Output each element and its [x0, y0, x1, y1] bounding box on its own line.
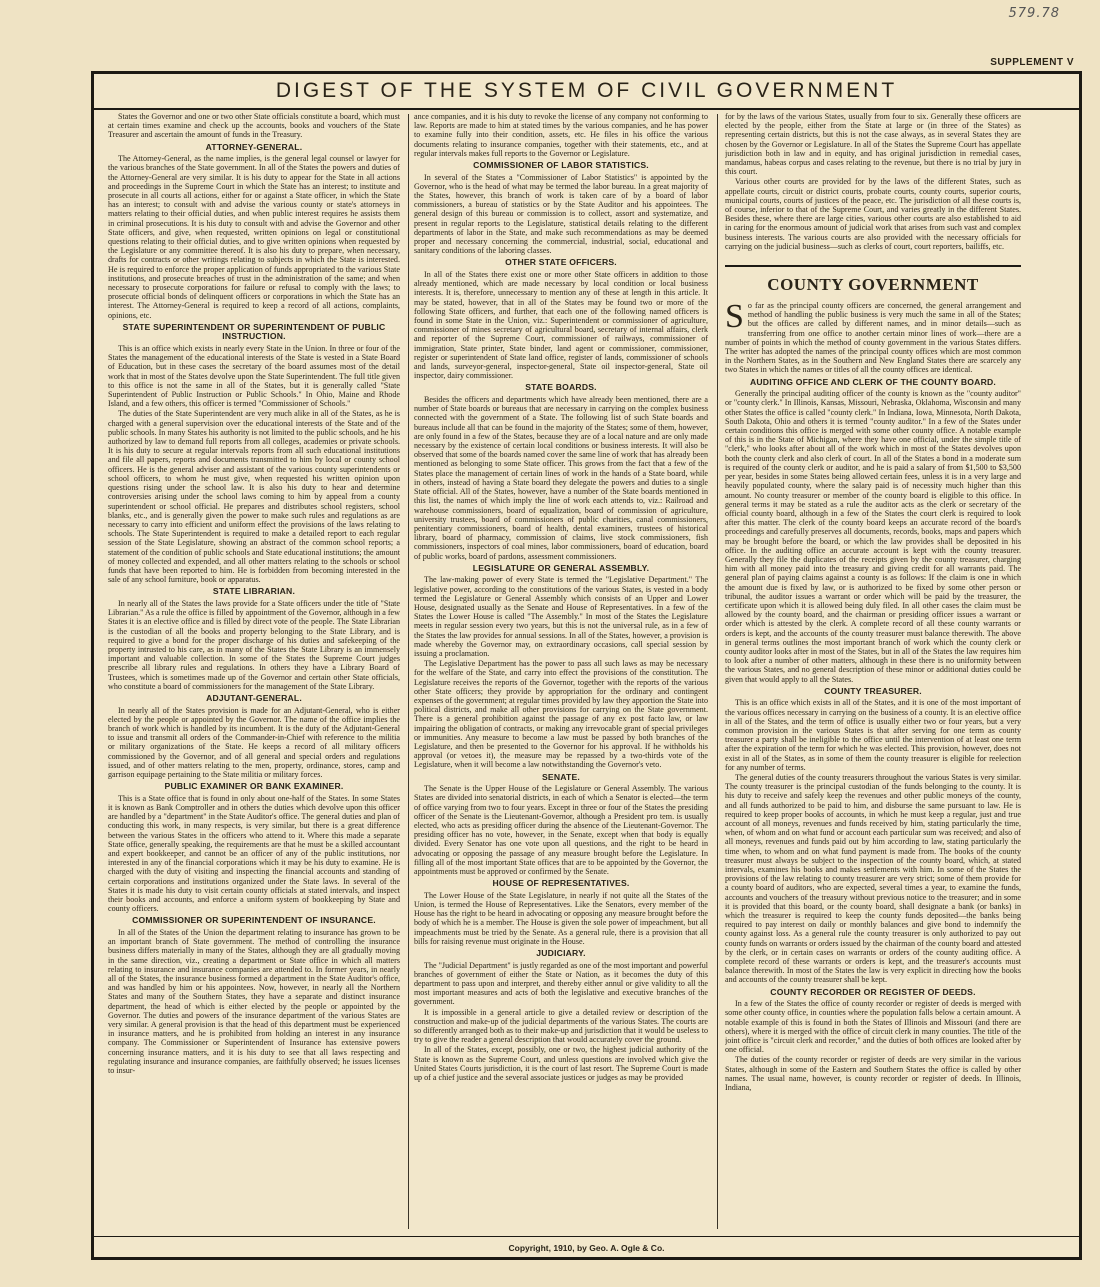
- column-rule: [408, 114, 409, 1229]
- body-paragraph: Besides the officers and departments which have already been mentioned, there are a number of State boards or bureaus that are necessary in carrying on the complex business connected with the government of a State. The following list of such State boards and bureaus include all that can be found in the majority of the States; some of them, however, are only found in a few of the States, because they are of a local nature and are only made necessary by the existence of certain local conditions or business interests. It will also be observed that some of the boards named cover the same line of work that has already been mentioned as belonging to some State officer. This grows from the fact that a few of the States place the management of certain lines of work in the hands of a State board, while in others, instead of having a State board they delegate the powers and duties to a single State official. All of the States, however, have a number of the State boards mentioned in this list, the names of which imply the line of work each attends to, viz.: Railroad and warehouse commissioners, board of equalization, board of commission of agriculture, university trustees, board of commissioners of public charities, canal commissioners, penitentiary commissioners, board of health, dental examiners, trustees of historical library, board of pharmacy, commission of claims, live stock commissioners, fish commissioners, inspectors of coal mines, labor commissioners, board of education, board of public works, board of pardons, assessment commissioners.: [414, 395, 708, 561]
- intro-text: o far as the principal county officers are concerned, the general arrangement and method of handling the public business is very much the same in all of the States; but the offices are called by different names, and in minor details—such as transferring from one office to another certain minor lines of work—there are a number of points in which the method of county government in the various States differs. The writer has adopted the names of the principal county offices which are most common in the Northern States, as in the Southern and New England States there are scarcely any two States in which the names or titles of all the county offices are identical.: [725, 301, 1021, 375]
- body-paragraph: In all of the States, except, possibly, one or two, the highest judicial authority of the State is known as the Supreme Court, and unless questions are involved which give the United States Courts jurisdiction, it is the court of last resort. The Supreme Court is made up of a chief justice and the several associate justices or judges as may be provided: [414, 1045, 708, 1083]
- body-paragraph: The duties of the State Superintendent are very much alike in all of the States, as he is charged with a general supervision over the educational interests of the State and of the public schools. In many States his authority is not limited to the public schools, and he his authorized by law to demand full reports from all colleges, academies or private schools. It is his duty to secure at regular intervals reports from all such educational institutions and file all papers, reports and documents transmitted to him by local or county school officers. He is the general adviser and assistant of the various county superintendents or school officers, to whom he must give, when requested his written opinion upon questions rising under the school law. It is also his duty to hear and determine controversies arising under the school laws coming to him by appeal from a county superintendent or school official. He prepares and distributes school registers, school blanks, etc., and is generally given the power to make such rules and regulations as are necessary to carry into efficient and uniform effect the provisions of the laws relating to schools. The State Superintendent is required to make a detailed report to each regular session of the State Legislature, showing an abstract of the common school reports; a statement of the condition of public schools and State educational institutions; the amount of money collected and expended, and all other matters relating to the schools or school funds that have been reported to him. He is forbidden from becoming interested in the sale of any school furniture, book or apparatus.: [108, 409, 400, 585]
- body-paragraph: This is an office which exists in all of the States, and it is one of the most important of the various offices necessary in carrying on the business of a county. It is an elective office in all of the States, and the term of office is usually either two or four years, but a very common provision in the various States is that after serving for one term as county treasurer a party shall be ineligible to the office until the intervention of at least one term after the expiration of the term for which he was elected. This provision, however, does not exist in all of the States, as in some of them the county treasurer is eligible for reelection for any number of terms.: [725, 698, 1021, 772]
- page-title: DIGEST OF THE SYSTEM OF CIVIL GOVERNMENT: [275, 79, 898, 102]
- document-frame: [91, 71, 1082, 1260]
- column-rule: [717, 114, 718, 1229]
- body-paragraph: Generally the principal auditing officer of the county is known as the "county auditor" or "county clerk." In Illinois, Kansas, Missouri, Nebraska, Oklahoma, Wisconsin and many other States the office is called "county clerk." In Indiana, Iowa, Minnesota, North Dakota, South Dakota, Ohio and others it is termed "county auditor." In a few of the States under certain conditions this office is merged with some other county office. A notable example of this is in the State of Michigan, where they have one official, under the simple title of "clerk," who looks after about all of the work which in most of the States devolves upon both the county clerk and also clerk of court. In all of the States a bond in a moderate sum is required of the county clerk or auditor, and he is paid a salary of from $1,500 to $3,500 per year, besides in some States being allowed certain fees, unless it is in a very large and heavily populated county, where the salary paid is of necessity much higher than this amount. No county treasurer or member of the county board is eligible to this office. In general terms it may be stated as a rule the auditor acts as the clerk or secretary of the official county board, although in a few of the States the court clerk is required to look after this matter. The clerk of the county board keeps an accurate record of the board's proceedings and carefully preserves all documents, records, books, maps and papers which may be brought before the board, or which the law provides shall be deposited in his office. In the auditing office an accurate account is kept with the county treasurer. Generally they file the duplicates of the receipts given by the county treasurer, charging him with all money paid into the treasury and giving credit for all warrants paid. The general plan of paying claims against a county is as follows: If the claim is one in which the amount due is fixed by law, or is authorized to be fixed by some other person or tribunal, the auditor issues a warrant or order which will be paid by the treasurer, the certificate upon which it is allowed being duly filed. In all other cases the claim must be allowed by the county board, and the chairman or presiding officer issues a warrant or order which is attested by the clerk. A complete record of all these county warrants or orders is kept, and the accounts of the county treasurer must balance therewith. The above in general terms outlines the most important branch of work which the county clerk or county auditor looks after in most of the States, but in all of the States the law requires him to look after a number of other matters, although in these there is no uniformity between the various States, and no general description of these minor or additional duties could be given that would apply to all the States.: [725, 389, 1021, 684]
- catalog-number-note: 579.78: [1008, 6, 1060, 21]
- body-paragraph: Various other courts are provided for by the laws of the different States, such as appellate courts, circuit or district courts, probate courts, county courts, superior courts, municipal courts, courts of justices of the peace, etc. The jurisdiction of all these courts is, of course, inferior to that of the Supreme Court, and varies greatly in the different States. Besides these, where there are large cities, various other courts are also established to aid in caring for the enormous amount of judicial work that arises from such vast and complex business interests. The various courts are also provided with the necessary officials for carrying on the judicial business—such as clerks of court, court reporters, bailiffs, etc.: [725, 177, 1021, 251]
- section-heading: JUDICIARY.: [536, 948, 586, 959]
- county-government-section: [725, 265, 1021, 1092]
- body-paragraph: The Lower House of the State Legislature, in nearly if not quite all the States of the Union, is termed the House of Representatives. Like the Senators, every member of the House has the right to be heard in advocating or opposing any measure brought before the body of which he is a member. The House is given the sole power of impeachment, but all impeachments must be tried by the Senate. As a general rule, there is a provision that all bills for raising revenue must originate in the House.: [414, 890, 708, 946]
- section-heading: COUNTY RECORDER OR REGISTER OF DEEDS.: [770, 986, 976, 997]
- section-heading: ATTORNEY-GENERAL.: [205, 141, 303, 152]
- body-paragraph: This is a State office that is found in only about one-half of the States. In some States it is known as Bank Comptroller and in others the duties which devolve upon this officer are handled by a "department" in the State Auditor's office. The general duties and plan of conducting this work, in many respects, is very similar, but there is a great difference between the various States in the officers who attend to it. Where this made a separate State office, generally speaking, the requirements are that he must be a skilled accountant and expert bookkeeper, and cannot be an officer of any of the public institutions, nor interested in any of the financial corporations which it may be his duty to examine. He is charged with the duty of visiting and inspecting the financial accounts and standing of certain corporations and institutions organized under the State laws. In several of the States it is made his duty to visit certain county officials at stated intervals, and inspect their books and accounts, and enforce a uniform system of bookkeeping by State and county officers.: [108, 793, 400, 914]
- section-heading: COMMISSIONER OF LABOR STATISTICS.: [473, 160, 649, 171]
- drop-cap: S: [725, 298, 744, 336]
- body-paragraph: In all of the States there exist one or more other State officers in addition to those already mentioned, which are made necessary by local condition or local business interests. It is, therefore, unnecessary to mention any of these at length in this article. It may be stated, however, that in all of the States may be found two or more of the following State officers, and further, that each one of the following named officers is found in some State in the Union, viz.: Superintendent or commissioner of agriculture, commissioner of mines secretary of agricultural board, secretary of internal affairs, clerk and reporter of the Supreme Court, commissioner of railways, commissioner of immigration, State printer, State binder, land agent or commissioner, commissioner, register or superintendent of State land office, register of lands, commissioner of schools and lands, surveyor-general, inspector-general, State oil inspector-general, State oil inspector, dairy commissioner.: [414, 270, 708, 381]
- section-heading: STATE BOARDS.: [525, 382, 597, 393]
- intro-paragraph: [725, 298, 1021, 375]
- section-heading: SENATE.: [541, 771, 580, 782]
- body-paragraph: In several of the States a "Commissioner of Labor Statistics" is appointed by the Governor, who is the head of what may be termed the labor bureau. In a great majority of the States, however, this branch of work is taken care of by a board of labor commissioners, a bureau of statistics or by the State Auditor and his appointees. The general design of this bureau or commission is to collect, assort and systematize, and present in regular reports to the Legislature, statistical details relating to the different departments of labor in the State, and make such recommendations as may be deemed proper and necessary concerning the commercial, industrial, social, educational and sanitary conditions of the laboring classes.: [414, 172, 708, 256]
- footer-rule: [94, 1236, 1079, 1237]
- section-heading: STATE SUPERINTENDENT OR SUPERINTENDENT OF PUBLIC INSTRUCTION.: [122, 321, 386, 342]
- column-2: [414, 112, 708, 1233]
- column-1: [108, 112, 400, 1233]
- body-paragraph: The law-making power of every State is termed the "Legislative Department." The legislative power, according to the constitutions of the various States, is vested in a body termed the Legislature or General Assembly which consists of an Upper and Lower House, designated usually as the Senate and House of Representatives. In a few of the States the Lower House is called "The Assembly." In most of the States the Legislature meets in regular session every two years, but this is not the universal rule, as in a few of the States the law provides for annual sessions. In all of the States, however, a provision is made whereby the Governor may, on extraordinary occasions, call special session by issuing a proclamation.: [414, 575, 708, 658]
- section-heading: ADJUTANT-GENERAL.: [206, 692, 302, 703]
- body-paragraph: In nearly all of the States provision is made for an Adjutant-General, who is either elected by the people or appointed by the Governor. The name of the office implies the branch of work which is handled by its incumbent. It is the duty of the Adjutant-General to issue and transmit all orders of the Commander-in-Chief with reference to the militia or military organizations of the State. He keeps a record of all military officers commissioned by the Governor, and of all general and special orders and regulations issued, and of other matters relating to the men, property, ordinance, stores, camp and garrison equipage pertaining to the State militia or military forces.: [108, 705, 400, 779]
- title-band: [94, 74, 1079, 110]
- body-paragraph: The Legislative Department has the power to pass all such laws as may be necessary for the welfare of the State, and carry into effect the provisions of the constitution. The Legislature receives the reports of the Governor, together with the reports of the various other State officers; they provide by appropriation for the ordinary and contingent expenses of the government; at regular times provided by law they apportion the State into political districts, and make all other provisions for carrying on the State government. There is a general prohibition against the passage of any ex post facto law, or law impairing the obligation of contracts, or making any irrevocable grant of special privileges or immunities. Any measure to become a law must be passed by both branches of the Legislature, and then be presented to the Governor for his approval. If he withholds his approval (or vetoes it), the measure may be repassed by a two-thirds vote of the Legislature, when it will become a law notwithstanding the Governor's veto.: [414, 659, 708, 770]
- body-paragraph: In a few of the States the office of county recorder or register of deeds is merged with some other county office, in counties where the population falls below a certain amount. A notable example of this is found in both the States of Illinois and Missouri (and there are others), where it is merged with the office of circuit clerk in many counties. The title of the joint office is "circuit clerk and recorder," and the duties of both offices are looked after by one official.: [725, 999, 1021, 1055]
- body-paragraph: ance companies, and it is his duty to revoke the license of any company not conforming to law. Reports are made to him at stated times by the various companies, and he has power to examine fully into their condition, assets, etc. He files in his office the various documents relating to insurance companies, together with their statements, etc., and at regular intervals makes full reports to the Governor or Legislature.: [414, 112, 708, 158]
- body-paragraph: It is impossible in a general article to give a detailed review or description of the construction and make-up of the judicial departments of the various States. The courts are so differently arranged both as to their make-up and jurisdiction that it would be useless to try to give the reader a general description that would accurately cover the ground.: [414, 1007, 708, 1045]
- body-paragraph: The Attorney-General, as the name implies, is the general legal counsel or lawyer for the various branches of the State government. In all of the States the powers and duties of the Attorney-General are very similar. It is his duty to appear for the State in all actions and proceedings in the Supreme Court in which the State has an interest; to institute and prosecute in all courts all actions, either for or against a State officer, in which the State has an interest; to consult with and advise the various county or state's attorneys in matters relating to their official duties, and when public interest requires he assists them in criminal prosecutions. It is his duty to consult with and advise the Governor and other State officers, and give, when requested, written opinions on legal or constitutional questions relating to their official duties, and to give written opinions when requested by the Legislature or any committee thereof. It is also his duty to prepare, when necessary, drafts for contracts or other writings relating to subjects in which the State is interested. He is required to enforce the proper application of funds appropriated to the various State institutions, and prosecute breaches of trust in the administration of the same; and when necessary to prosecute corporations for failure or refusal to comply with the laws; to prosecute official bonds of delinquent officers or corporations in which the State has an interest. The Attorney-General is required to keep a record of all actions, complaints, opinions, etc.: [108, 154, 400, 320]
- body-paragraph: The Senate is the Upper House of the Legislature or General Assembly. The various States are divided into senatorial districts, in each of which a Senator is elected—the term of office varying from two to four years. Except in three or four of the States the presiding officer of the Senate is the Lieutenant-Governor, although a President pro tem. is usually elected, who acts as presiding officer during the absence of the Lieutenant-Governor. The presiding officer has no vote, however, in the Senate, except when that body is equally divided. Every Senator has one vote upon all questions, and the right to be heard in advocating or opposing the passage of any measure brought before the Legislature. In filling all of the most important State offices that are to be appointed by the Governor, the appointments must be approved or confirmed by the Senate.: [414, 784, 708, 876]
- body-paragraph: The general duties of the county treasurers throughout the various States is very similar. The county treasurer is the principal custodian of the funds belonging to the county. It is his duty to receive and safely keep the revenues and other public moneys of the county, and all funds authorized to be paid to him, and disburse the same pursuant to law. He is required to keep proper books of accounts, in which he must keep a regular, just and true account of all moneys, revenues and funds received by him, stating particularly the time, when, of whom and on what fund or account each particular sum was received; and also of all moneys, revenues and funds paid out by him according to law, stating particularly the time when, to whom and on what fund payment is made from. The books of the county treasurer must always be subject to the inspection of the county board, which, at stated intervals, examines his books and makes settlements with him. In some of the States the provisions of the law relating to county treasurer are very strict; some of them provide for a county board of auditors, who are expected, several times a year, to examine the funds, accounts and vouchers of the treasury without previous notice to the treasurer; and in some it is provided that this board, or the county board, shall designate a bank (or banks) in which the treasurer is required to keep the county funds deposited—the banks being required to pay interest on daily or monthly balances and give bond to indemnify the county against loss. As a general rule the county treasurer is only authorized to pay out county funds on warrants or orders issued by the chairman of the county board and attested by the clerk, or in certain cases on warrants or orders of the county auditing office. A complete record of these warrants or orders is kept, and the treasurer's accounts must balance therewith. In most of the States the law is very explicit in directing how the books and accounts of the county treasurer shall be kept.: [725, 772, 1021, 985]
- supplement-label: SUPPLEMENT V: [990, 57, 1074, 68]
- county-government-title: COUNTY GOVERNMENT: [767, 275, 979, 295]
- body-paragraph: The duties of the county recorder or register of deeds are very similar in the various States, although in some of the Eastern and Southern States the office is called by other names. The usual name, however, is county recorder or register of deeds. In Illinois, Indiana,: [725, 1055, 1021, 1093]
- column-3: [725, 112, 1021, 1233]
- body-paragraph: for by the laws of the various States, usually from four to six. Generally these officers are elected by the people, either from the State at large or (in three of the States) as representing certain districts, but this is not the case always, as in several States they are chosen by the Governor or Legislature. In all of the States the Supreme Court has appellate jurisdiction both in law and in equity, and has original jurisdiction in remedial cases, mandamus, habeas corpus and cases relating to the revenue, but there is no trial by jury in this court.: [725, 112, 1021, 177]
- section-heading: LEGISLATURE OR GENERAL ASSEMBLY.: [472, 562, 650, 573]
- section-heading: HOUSE OF REPRESENTATIVES.: [492, 878, 630, 889]
- body-paragraph: In nearly all of the States the laws provide for a State officers under the title of "State Librarian." As a rule the office is filled by appointment of the Governor, although in a few States it is an elective office and is filled by direct vote of the people. The State Librarian is the custodian of all the books and property belonging to the State Library, and is required to give a bond for the proper discharge of his duties and safekeeping of the property intrusted to his care, as in many of the States the State Library is an immensely important and valuable collection. In some of the States the Supreme Court judges prescribe all library rules and regulations. In others they have a Library Board of Trustees, which is sometimes made up of the Governor and certain other State officials, who constitute a board of commissioners for the management of the State Library.: [108, 598, 400, 691]
- section-heading: AUDITING OFFICE AND CLERK OF THE COUNTY BOARD.: [749, 376, 996, 387]
- section-heading: OTHER STATE OFFICERS.: [505, 257, 617, 268]
- body-paragraph: This is an office which exists in nearly every State in the Union. In three or four of the States the management of the educational interests of the State is vested in a State Board of Education, but in these cases the secretary of the board assumes most of the detail work that in most of the States devolve upon the State Superintendent. The full title given to this office is not the same in all of the States, but it is generally called "State Superintendent of Public Instruction or Public Schools." In Ohio, Maine and Rhode Island, and a few others, this officer is termed "Commissioner of Schools.": [108, 344, 400, 409]
- section-heading: COUNTY TREASURER.: [824, 685, 922, 696]
- copyright-line: Copyright, 1910, by Geo. A. Ogle & Co.: [508, 1243, 665, 1253]
- section-heading: COMMISSIONER OR SUPERINTENDENT OF INSURANCE.: [132, 915, 376, 926]
- section-heading: PUBLIC EXAMINER OR BANK EXAMINER.: [164, 781, 344, 792]
- body-paragraph: States the Governor and one or two other State officials constitute a board, which must at certain times examine and check up the accounts, books and vouchers of the State Treasurer and ascertain the amount of funds in the Treasury.: [108, 112, 400, 140]
- body-paragraph: In all of the States of the Union the department relating to insurance has grown to be an important branch of State government. The method of controlling the insurance business differs materially in many of the States, although they are all gradually moving in the same direction, viz., creating a department or State office in which all matters relating to insurance and insurance companies are attended to. In former years, in nearly all of the States, the insurance business formed a department in the State Auditor's office, and was handled by him or his appointees. Now, however, in nearly all the Northern States and many of the Southern States, they have a separate and distinct insurance department, the head of which is either elected by the people or appointed by the Governor. The duties and powers of the insurance department of the various States are very similar. A general provision is that the head of this department must be experienced in insurance matters, and he is prohibited from holding an interest in any insurance company. The Commissioner or Superintendent of Insurance has extensive powers concerning insurance matters, and it is his duty to see that all laws respecting and regulating insurance and insurance companies, are faithfully observed; he issues licenses to insur-: [108, 928, 400, 1076]
- section-heading: STATE LIBRARIAN.: [212, 586, 296, 597]
- body-paragraph: The "Judicial Department" is justly regarded as one of the most important and powerful branches of government of either the State or Nation, as it becomes the duty of this department to pass upon and interpret, and thereby either annul or give validity to all the most important measures and acts of both the legislative and executive branches of the government.: [414, 960, 708, 1007]
